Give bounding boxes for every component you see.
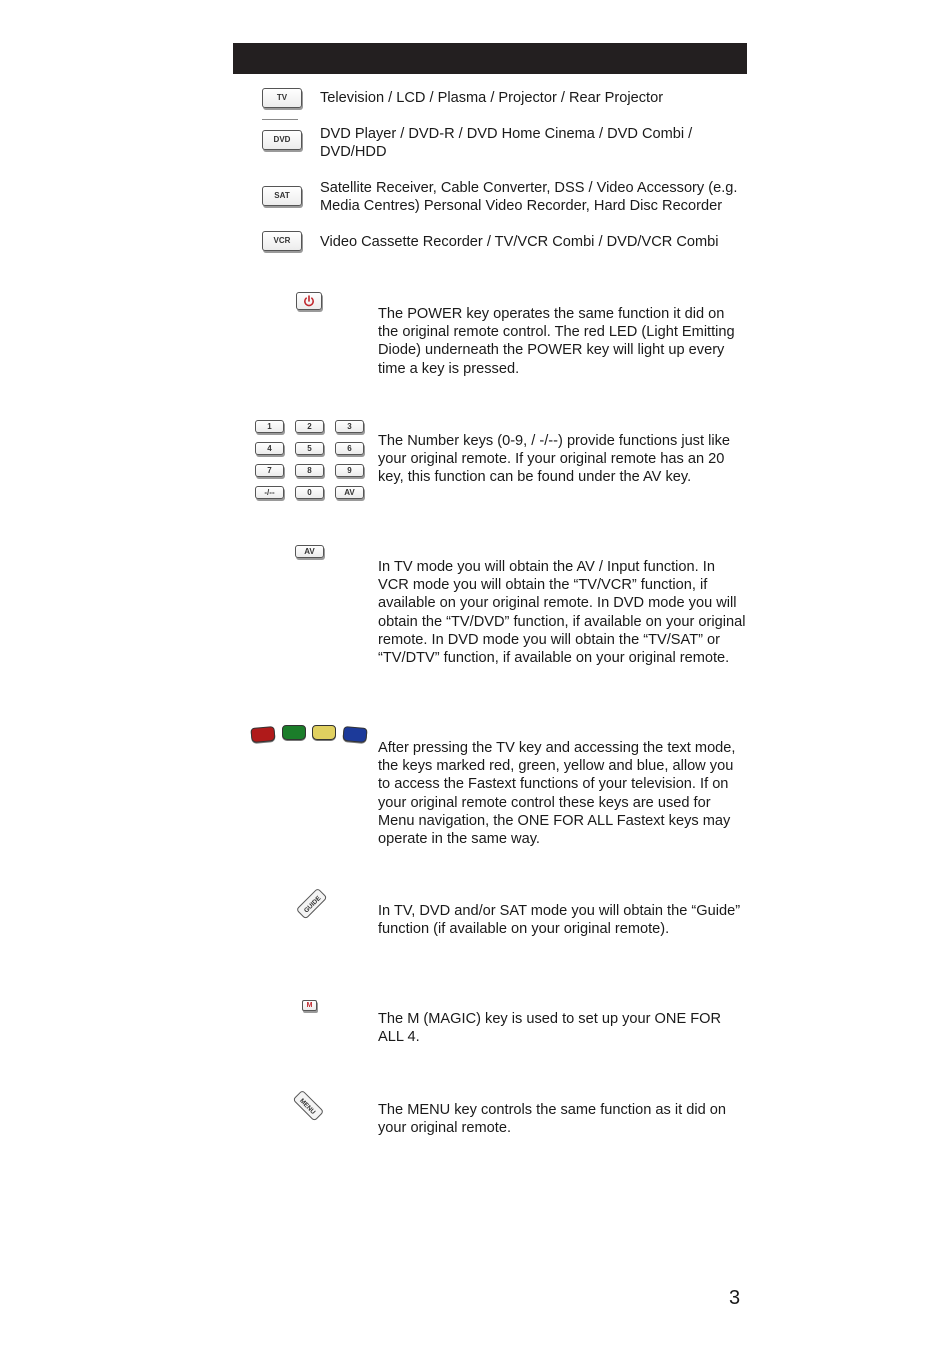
number-key-8: 8 [295, 464, 324, 477]
guide-description: In TV, DVD and/or SAT mode you will obtain the “Guide” function (if available on your original remote). [378, 903, 741, 938]
number-key-dash: -/-- [255, 486, 284, 499]
number-key-7: 7 [255, 464, 284, 477]
mode-vcr-text: Video Cassette Recorder / TV/VCR Combi / DVD/VCR Combi [320, 234, 719, 250]
mode-sat-text: Satellite Receiver, Cable Converter, DSS / Video Accessory (e.g. Media Centres) Personal Video Recorder, Hard Disc Recorder [320, 180, 738, 215]
menu-key-label: MENU [298, 1097, 317, 1116]
number-key-2: 2 [295, 420, 324, 433]
header-bar [233, 43, 747, 74]
power-description: The POWER key operates the same function it did on the original remote control. The red LED (Light Emitting Diode) underneath the POWER key will light up every time a key is pressed. [378, 306, 735, 377]
dvd-key-icon: DVD [262, 130, 302, 150]
number-key-9: 9 [335, 464, 364, 477]
vcr-key-icon: VCR [262, 231, 302, 251]
number-key-av: AV [335, 486, 364, 499]
blue-key-icon [342, 726, 367, 743]
number-key-1: 1 [255, 420, 284, 433]
guide-key-icon [294, 886, 330, 922]
red-key-icon [250, 726, 275, 743]
mode-dvd-text: DVD Player / DVD-R / DVD Home Cinema / DVD Combi / DVD/HDD [320, 126, 693, 161]
mode-tv-text: Television / LCD / Plasma / Projector / Rear Projector [320, 90, 664, 106]
tv-key-icon: TV [262, 88, 302, 108]
green-key-icon [282, 725, 306, 740]
fastext-description: After pressing the TV key and accessing the text mode, the keys marked red, green, yellow and blue, allow you to access the Fastext functions of your television. If on your original remote control these keys are used for Menu navigation, the ONE FOR ALL Fastext keys may operate in the same way. [378, 740, 736, 848]
av-key-icon: AV [295, 545, 324, 558]
number-key-3: 3 [335, 420, 364, 433]
divider [262, 119, 298, 120]
number-key-6: 6 [335, 442, 364, 455]
magic-key-label: M [306, 1002, 313, 1009]
magic-description: The M (MAGIC) key is used to set up your ONE FOR ALL 4. [378, 1011, 722, 1046]
menu-description: The MENU key controls the same function as it did on your original remote. [378, 1102, 726, 1137]
power-key-icon [296, 292, 322, 310]
menu-key-icon [290, 1088, 326, 1124]
number-key-5: 5 [295, 442, 324, 455]
power-icon [297, 293, 321, 309]
number-key-4: 4 [255, 442, 284, 455]
number-key-0: 0 [295, 486, 324, 499]
guide-key-label: GUIDE [302, 894, 323, 915]
sat-key-icon: SAT [262, 186, 302, 206]
av-description: In TV mode you will obtain the AV / Input function. In VCR mode you will obtain the “TV/VCR” function, if available on your original remote. In DVD mode you will obtain the “TV/DVD” function, if available on your original remote. In DVD mode you will obtain the “TV/SAT” or “TV/DTV” function, if available on your original remote. [378, 559, 746, 667]
page-number: 3 [729, 1287, 741, 1309]
numbers-description: The Number keys (0-9, / -/--) provide functions just like your original remote. If your original remote has an 20 key, this function can be found under the AV key. [378, 433, 730, 486]
yellow-key-icon [312, 725, 336, 740]
magic-key-icon [302, 1000, 317, 1011]
